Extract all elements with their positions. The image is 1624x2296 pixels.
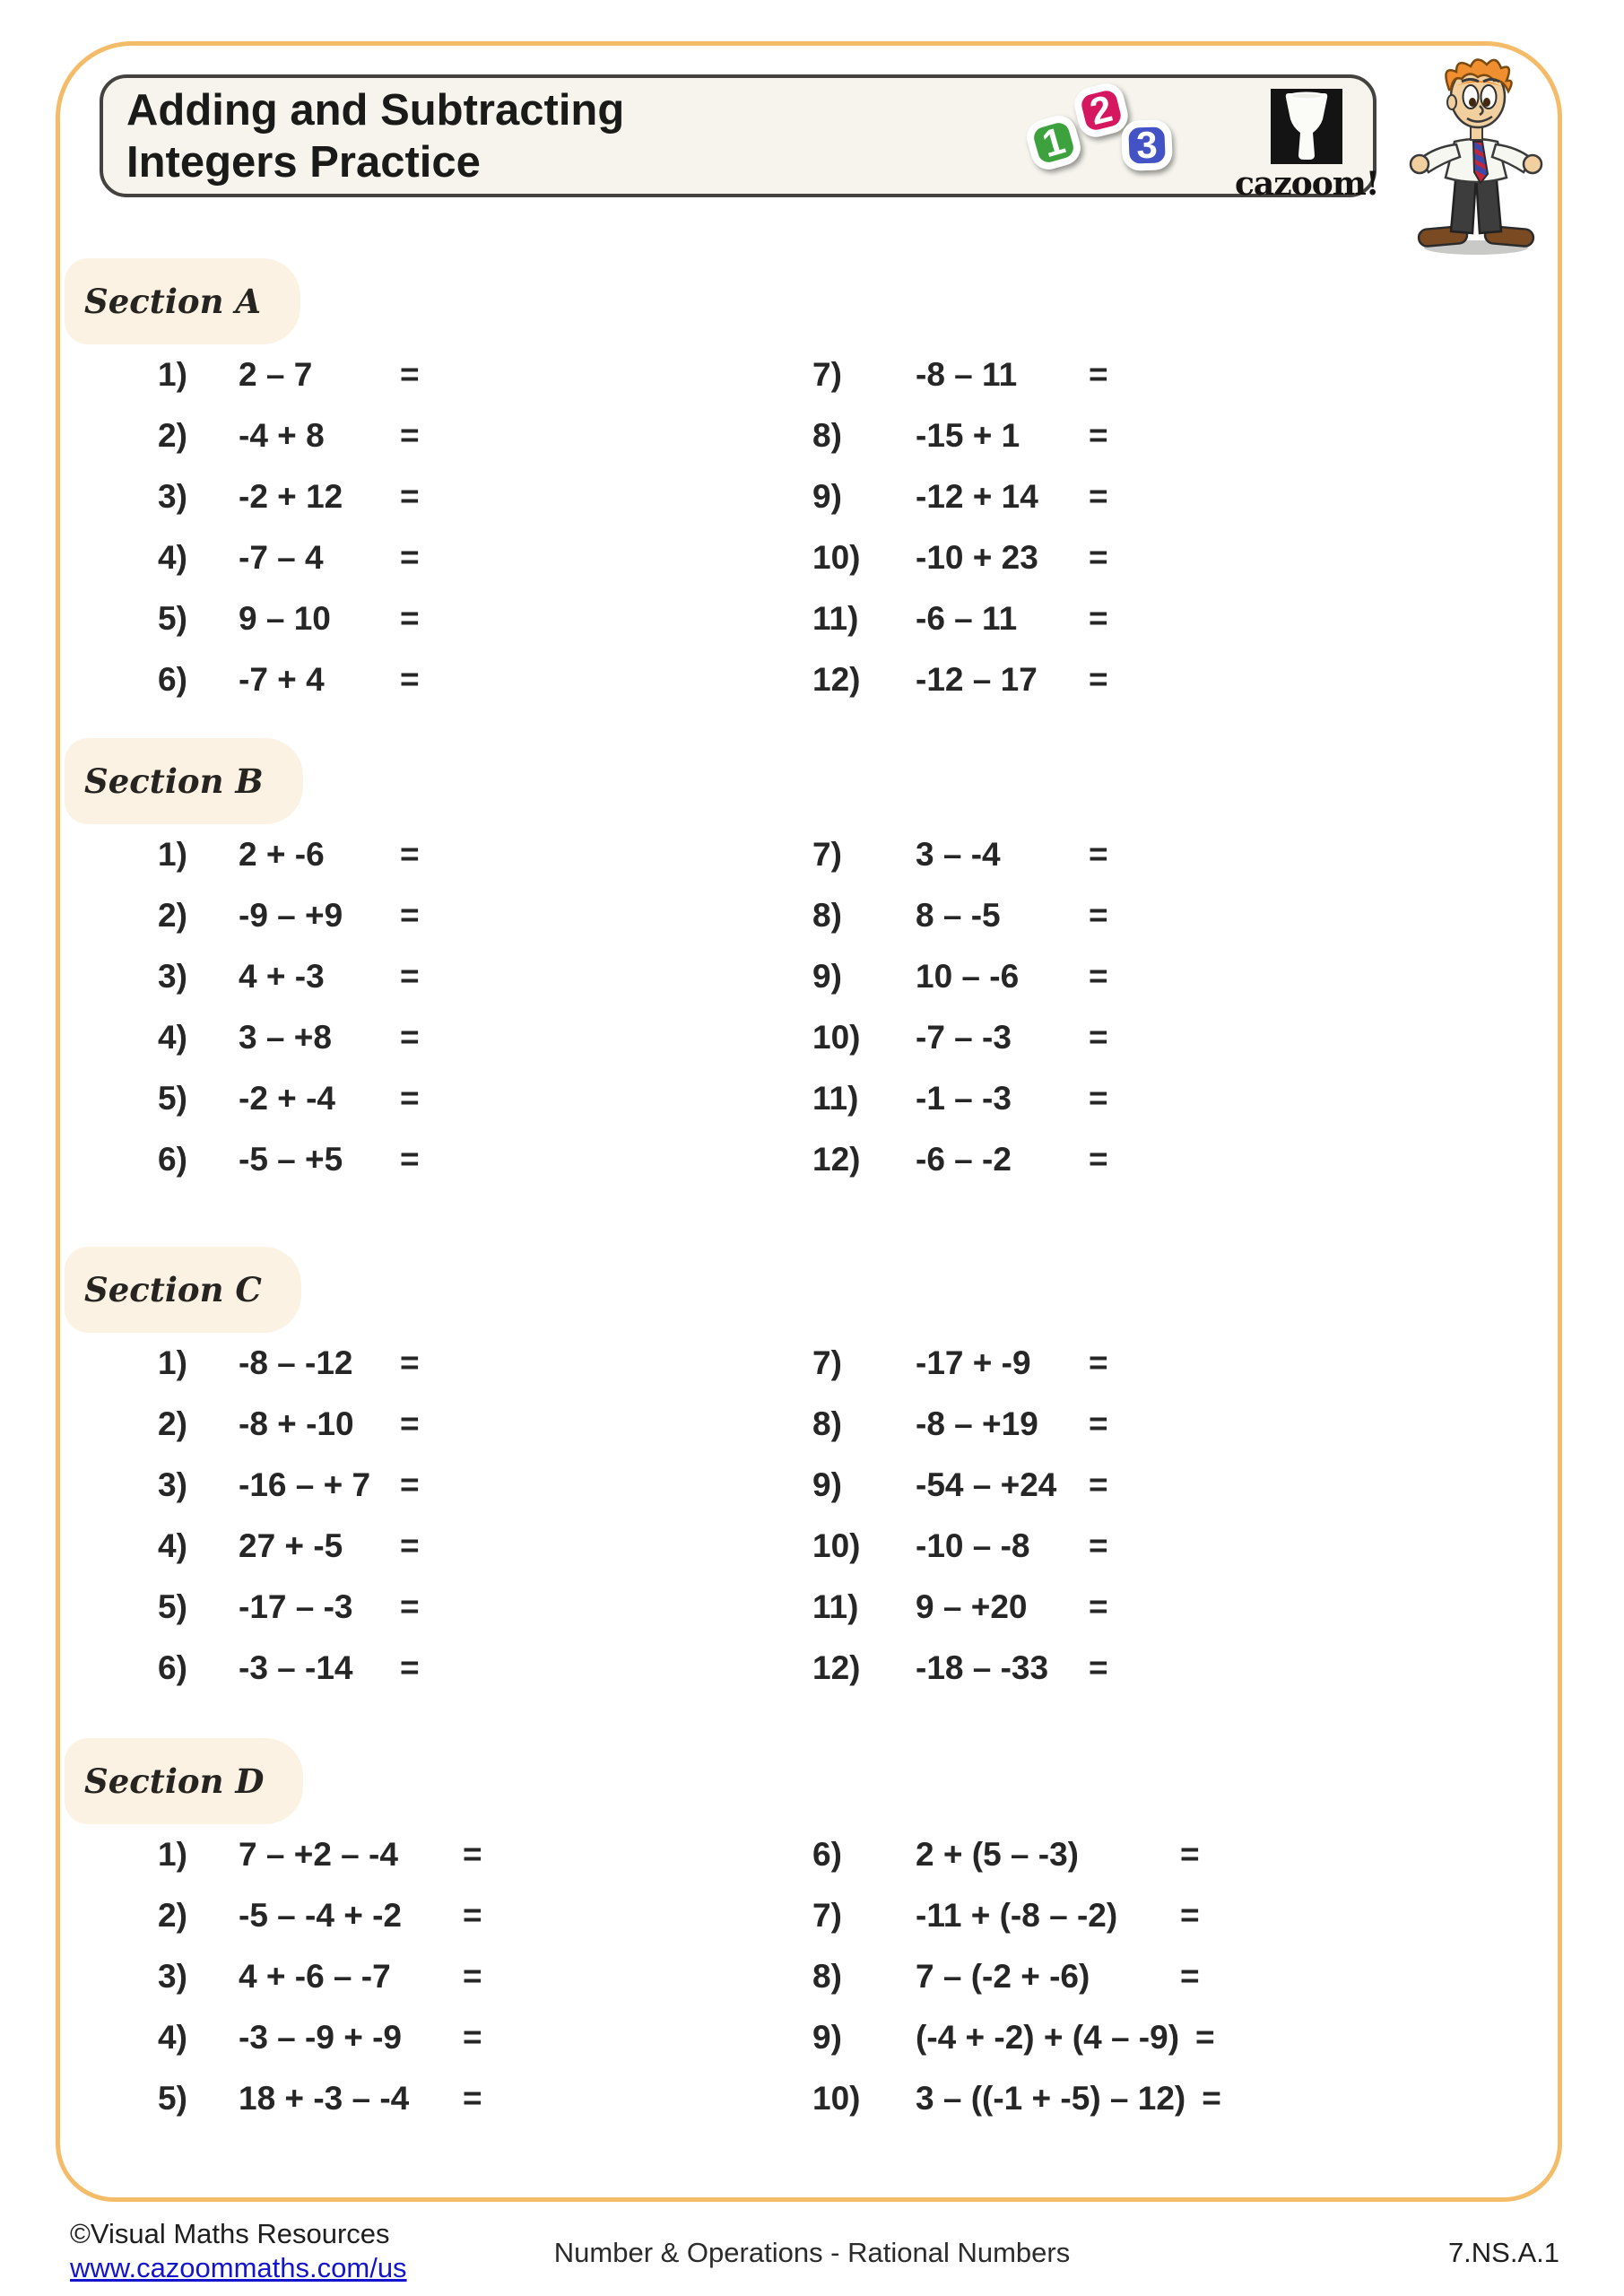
problem-row (812, 1455, 1624, 1516)
equals-sign: = (1180, 1897, 1200, 1934)
problem-expression: -7 + 4 (239, 661, 325, 698)
problem-expression: 2 – 7 (239, 356, 313, 393)
section-label (65, 258, 300, 344)
equals-sign: = (1180, 1836, 1200, 1873)
problem-row (812, 1577, 1624, 1638)
problem-number: 2) (158, 1405, 187, 1442)
problem-row (158, 1129, 812, 1190)
footer-topic-label: Number & Operations - Rational Numbers (553, 2237, 1071, 2268)
problem-row (158, 588, 812, 649)
problem-expression: -15 + 1 (916, 417, 1020, 454)
problem-expression: 3 – -4 (916, 836, 1001, 873)
djembe-drum-icon (1271, 89, 1342, 164)
cazoom-logo (1235, 89, 1378, 203)
problem-expression: -5 – -4 + -2 (239, 1897, 403, 1934)
equals-sign: = (1089, 1019, 1108, 1056)
problem-expression: -8 + -10 (239, 1405, 354, 1442)
equals-sign: = (1089, 1405, 1108, 1442)
equals-sign: = (463, 1897, 482, 1934)
problem-row (812, 1638, 1624, 1699)
equals-sign: = (400, 1019, 420, 1056)
problem-expression: 4 + -3 (239, 958, 325, 995)
equals-sign: = (1089, 417, 1108, 454)
problem-number: 4) (158, 1019, 187, 1056)
problem-number: 10) (812, 1019, 861, 1056)
problem-expression: -7 – -3 (916, 1019, 1012, 1056)
problem-expression: -7 – 4 (239, 539, 324, 576)
problem-number: 9) (812, 1466, 842, 1503)
problem-expression: -10 – -8 (916, 1527, 1030, 1564)
section (0, 738, 1624, 1190)
problem-expression: 7 – (-2 + -6) (916, 1958, 1090, 1995)
problem-expression: -18 – -33 (916, 1649, 1049, 1686)
problem-row (158, 2068, 812, 2129)
equals-sign: = (1089, 1466, 1108, 1503)
problem-expression: -8 – +19 (916, 1405, 1038, 1442)
numbers-123-logo (103, 78, 1373, 194)
equals-sign: = (463, 1836, 482, 1873)
equals-sign: = (1089, 478, 1108, 515)
problem-row (158, 1007, 812, 1068)
problem-row (158, 824, 812, 885)
problem-row (812, 1394, 1624, 1455)
equals-sign: = (1089, 539, 1108, 576)
problem-number: 4) (158, 2019, 187, 2056)
problem-expression: -2 + -4 (239, 1080, 335, 1117)
problem-row (812, 2068, 1624, 2129)
problem-row (158, 527, 812, 588)
problem-number: 4) (158, 1527, 187, 1564)
equals-sign: = (1089, 600, 1108, 637)
problem-number: 6) (158, 1141, 187, 1178)
problem-number: 1) (158, 836, 187, 873)
problem-expression: -8 – 11 (916, 356, 1018, 393)
problem-grid (0, 824, 1624, 1190)
problem-row (158, 1638, 812, 1699)
equals-sign: = (1089, 1080, 1108, 1117)
problem-number: 9) (812, 2019, 842, 2056)
problem-number: 7) (812, 1897, 842, 1934)
problem-expression: -2 + 12 (239, 478, 343, 515)
problem-row (158, 1455, 812, 1516)
problem-row (812, 946, 1624, 1007)
problem-row (158, 1577, 812, 1638)
problem-expression: 3 – +8 (239, 1019, 332, 1056)
problem-number: 10) (812, 2080, 861, 2117)
equals-sign: = (400, 958, 420, 995)
problem-expression: -16 – + 7 (239, 1466, 371, 1503)
problem-number: 1) (158, 1836, 187, 1873)
problem-row (812, 405, 1624, 466)
problem-expression: 27 + -5 (239, 1527, 343, 1564)
problem-number: 2) (158, 417, 187, 454)
problem-number: 9) (812, 478, 842, 515)
equals-sign: = (1180, 1958, 1200, 1995)
equals-sign: = (1089, 356, 1108, 393)
problem-expression: -6 – 11 (916, 600, 1018, 637)
problem-row (812, 885, 1624, 946)
problem-number: 5) (158, 600, 187, 637)
equals-sign: = (1089, 836, 1108, 873)
problem-number: 7) (812, 356, 842, 393)
problem-number: 1) (158, 1344, 187, 1381)
section-label (65, 1738, 303, 1824)
equals-sign: = (1089, 1588, 1108, 1625)
problem-row (812, 1946, 1624, 2007)
problem-expression: 18 + -3 – -4 (239, 2080, 410, 2117)
problem-row (812, 1007, 1624, 1068)
problem-expression: 9 – +20 (916, 1588, 1028, 1625)
title-line-2: Integers Practice (126, 138, 481, 187)
problem-row (158, 466, 812, 527)
problem-number: 10) (812, 539, 861, 576)
problem-row (158, 1333, 812, 1394)
problem-number: 5) (158, 1588, 187, 1625)
equals-sign: = (1089, 1141, 1108, 1178)
tile-1-icon: 1 (1022, 111, 1084, 173)
problem-expression: -5 – +5 (239, 1141, 343, 1178)
problem-number: 10) (812, 1527, 861, 1564)
equals-sign: = (1195, 2019, 1215, 2056)
problem-number: 8) (812, 417, 842, 454)
equals-sign: = (400, 1080, 420, 1117)
problem-row (158, 1394, 812, 1455)
tile-2-icon: 2 (1071, 80, 1132, 141)
problem-number: 11) (812, 1080, 859, 1117)
section-label-text: Section D (84, 1761, 265, 1801)
problem-number: 6) (158, 661, 187, 698)
problem-number: 8) (812, 1958, 842, 1995)
equals-sign: = (400, 356, 420, 393)
problem-row (812, 588, 1624, 649)
problem-expression: -11 + (-8 – -2) (916, 1897, 1118, 1934)
problem-row (812, 824, 1624, 885)
problem-expression: -10 + 23 (916, 539, 1038, 576)
problem-number: 12) (812, 661, 861, 698)
problem-number: 8) (812, 1405, 842, 1442)
problem-number: 2) (158, 1897, 187, 1934)
problem-number: 3) (158, 478, 187, 515)
problem-row (158, 885, 812, 946)
problem-row (158, 1885, 812, 1946)
cazoom-brand-text: cazoom! (1235, 165, 1379, 203)
problem-expression: -8 – -12 (239, 1344, 353, 1381)
problem-row (812, 1885, 1624, 1946)
problem-expression: -3 – -14 (239, 1649, 353, 1686)
problem-expression: -4 + 8 (239, 417, 325, 454)
equals-sign: = (1089, 1649, 1108, 1686)
problem-number: 3) (158, 1958, 187, 1995)
equals-sign: = (400, 897, 420, 934)
equals-sign: = (1089, 1527, 1108, 1564)
problem-expression: (-4 + -2) + (4 – -9) (916, 2019, 1180, 2056)
problem-row (812, 1129, 1624, 1190)
problem-expression: 3 – ((-1 + -5) – 12) (916, 2080, 1186, 2117)
problem-expression: -3 – -9 + -9 (239, 2019, 403, 2056)
equals-sign: = (463, 2019, 482, 2056)
equals-sign: = (463, 2080, 482, 2117)
problem-number: 5) (158, 1080, 187, 1117)
equals-sign: = (400, 417, 420, 454)
problem-number: 11) (812, 600, 859, 637)
problem-expression: -54 – +24 (916, 1466, 1057, 1503)
problem-row (158, 649, 812, 710)
problem-row (812, 1516, 1624, 1577)
problem-number: 4) (158, 539, 187, 576)
problem-expression: 2 + -6 (239, 836, 325, 873)
section-label-text: Section B (84, 761, 264, 801)
problem-expression: -12 – 17 (916, 661, 1038, 698)
website-link[interactable]: www.cazoommaths.com/us (70, 2252, 407, 2283)
problem-row (158, 1946, 812, 2007)
section-label (65, 1247, 301, 1333)
problem-number: 12) (812, 1141, 861, 1178)
copyright-text: ©Visual Maths Resources (70, 2218, 390, 2249)
problem-expression: 2 + (5 – -3) (916, 1836, 1080, 1873)
problem-number: 12) (812, 1649, 861, 1686)
equals-sign: = (1089, 661, 1108, 698)
problem-row (812, 466, 1624, 527)
equals-sign: = (400, 1141, 420, 1178)
section-label-text: Section A (84, 282, 262, 321)
equals-sign: = (400, 661, 420, 698)
problem-expression: 7 – +2 – -4 (239, 1836, 398, 1873)
equals-sign: = (1089, 958, 1108, 995)
equals-sign: = (400, 1344, 420, 1381)
mascot-character-illustration (1404, 57, 1548, 258)
problem-row (158, 946, 812, 1007)
problem-number: 6) (158, 1649, 187, 1686)
problem-number: 3) (158, 1466, 187, 1503)
problem-expression: -9 – +9 (239, 897, 343, 934)
equals-sign: = (400, 1588, 420, 1625)
equals-sign: = (1089, 897, 1108, 934)
problem-number: 8) (812, 897, 842, 934)
tile-3-icon: 3 (1121, 119, 1173, 171)
equals-sign: = (400, 478, 420, 515)
equals-sign: = (1202, 2080, 1221, 2117)
problem-expression: 8 – -5 (916, 897, 1001, 934)
problem-expression: 9 – 10 (239, 600, 331, 637)
problem-grid (0, 344, 1624, 710)
problem-grid (0, 1333, 1624, 1699)
problem-expression: 10 – -6 (916, 958, 1020, 995)
problem-number: 6) (812, 1836, 842, 1873)
section-label (65, 738, 303, 824)
equals-sign: = (400, 1466, 420, 1503)
problem-expression: 4 + -6 – -7 (239, 1958, 391, 1995)
problem-expression: -17 – -3 (239, 1588, 353, 1625)
section (0, 258, 1624, 710)
problem-number: 1) (158, 356, 187, 393)
equals-sign: = (400, 539, 420, 576)
title-line-1: Adding and Subtracting (126, 86, 625, 135)
problem-number: 11) (812, 1588, 859, 1625)
problem-number: 3) (158, 958, 187, 995)
problem-expression: -12 + 14 (916, 478, 1038, 515)
problem-row (812, 2007, 1624, 2068)
problem-number: 2) (158, 897, 187, 934)
equals-sign: = (400, 1527, 420, 1564)
equals-sign: = (1089, 1344, 1108, 1381)
equals-sign: = (400, 1649, 420, 1686)
problem-expression: -6 – -2 (916, 1141, 1012, 1178)
problem-row (158, 1824, 812, 1885)
problem-row (812, 1824, 1624, 1885)
problem-row (158, 344, 812, 405)
problem-row (812, 1333, 1624, 1394)
problem-row (812, 527, 1624, 588)
problem-row (158, 1516, 812, 1577)
standard-code: 7.NS.A.1 (1447, 2237, 1559, 2268)
problem-expression: -17 + -9 (916, 1344, 1031, 1381)
problem-number: 7) (812, 836, 842, 873)
equals-sign: = (400, 1405, 420, 1442)
header (100, 74, 1379, 203)
section (0, 1738, 1624, 2129)
equals-sign: = (400, 600, 420, 637)
section (0, 1247, 1624, 1699)
section-label-text: Section C (84, 1270, 262, 1309)
problem-number: 7) (812, 1344, 842, 1381)
problem-grid (0, 1824, 1624, 2129)
equals-sign: = (463, 1958, 482, 1995)
problem-row (812, 1068, 1624, 1129)
problem-expression: -1 – -3 (916, 1080, 1012, 1117)
problem-row (812, 649, 1624, 710)
equals-sign: = (400, 836, 420, 873)
problem-row (158, 405, 812, 466)
problem-row (812, 344, 1624, 405)
problem-number: 5) (158, 2080, 187, 2117)
problem-row (158, 2007, 812, 2068)
problem-number: 9) (812, 958, 842, 995)
problem-row (158, 1068, 812, 1129)
